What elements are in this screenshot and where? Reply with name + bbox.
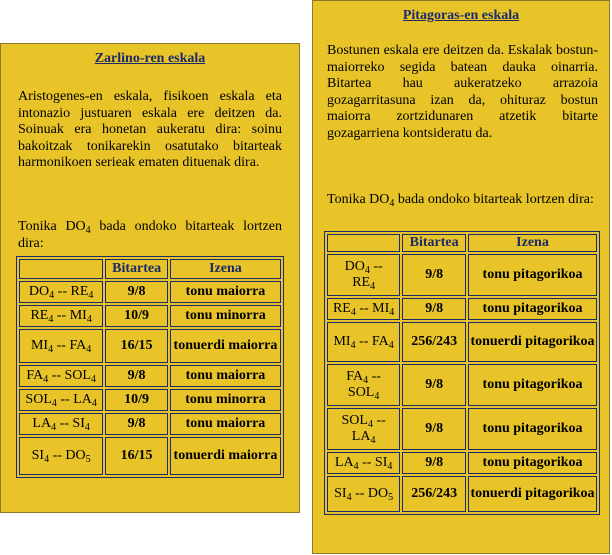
- ratio-cell: 9/8: [105, 281, 168, 303]
- name-cell: tonu maiorra: [170, 365, 281, 387]
- zarlino-tonic-text: Tonika $DO_4$ bada ondoko bitarteak lortzen dira:: [18, 219, 282, 251]
- interval-cell: $SOL_4$ -- $LA_4$: [327, 408, 400, 450]
- interval-cell: $LA_4 -- SI_4$: [327, 452, 400, 474]
- ratio-cell: 16/15: [105, 329, 168, 363]
- table-row: [19, 413, 281, 435]
- pitagoras-intro: Bostunen eskala ere deitzen da. Eskalak bostun-maiorreko segida batean dauka oinarria. Bitartea hau aukeratzeko arrazoia gozagarritasuna izan da, ohituraz bostun maiorra zortzidunaren atzetik bitarte gozagarriena kontsideratu da.: [327, 43, 598, 141]
- pitagoras-panel: [312, 0, 610, 554]
- table-row: [19, 305, 281, 327]
- name-cell: tonu pitagorikoa: [468, 408, 597, 450]
- name-cell: tonu maiorra: [170, 413, 281, 435]
- name-cell: tonu minorra: [170, 389, 281, 411]
- ratio-cell: 9/8: [402, 298, 466, 320]
- ratio-cell: 10/9: [105, 305, 168, 327]
- table-row: [327, 298, 597, 320]
- interval-cell: $RE_4 -- MI_4$: [19, 305, 103, 327]
- ratio-cell: 16/15: [105, 437, 168, 475]
- name-cell: tonuerdi maiorra: [170, 437, 281, 475]
- ratio-cell: 9/8: [402, 364, 466, 406]
- interval-cell: $MI_4 -- FA_4$: [327, 322, 400, 362]
- zarlino-title: Zarlino-ren eskala: [94, 51, 206, 66]
- zarlino-header-name: Izena: [170, 259, 281, 279]
- name-cell: tonuerdi pitagorikoa: [468, 476, 597, 512]
- zarlino-panel: [0, 43, 300, 513]
- ratio-cell: 9/8: [105, 413, 168, 435]
- ratio-cell: 9/8: [402, 452, 466, 474]
- table-row: [327, 452, 597, 474]
- pitagoras-title: Pitagoras-en eskala: [402, 8, 520, 23]
- zarlino-intro: Aristogenes-en eskala, fisikoen eskala eta intonazio justuaren eskala ere deitzen da. Soinuak era honetan aukeratu dira: soinu bakoitzak tonikarekin osatutako bitarteak harmonikoen serieak ematen dituenak dira.: [18, 89, 282, 170]
- interval-cell: $SI_4 -- DO_5$: [19, 437, 103, 475]
- table-row: [327, 254, 597, 296]
- table-row: [327, 476, 597, 512]
- pitagoras-tonic-text: Tonika $DO_4$ bada ondoko bitarteak lortzen dira:: [327, 192, 594, 209]
- name-cell: tonuerdi pitagorikoa: [468, 322, 597, 362]
- zarlino-header-interval: [19, 259, 103, 279]
- pitagoras-header-ratio: Bitartea: [402, 234, 466, 252]
- table-row: [19, 329, 281, 363]
- interval-cell: $FA_4$ -- $SOL_4$: [327, 364, 400, 406]
- zarlino-header-ratio: Bitartea: [105, 259, 168, 279]
- name-cell: tonu pitagorikoa: [468, 298, 597, 320]
- name-cell: tonuerdi maiorra: [170, 329, 281, 363]
- interval-cell: $FA_4 -- SOL_4$: [19, 365, 103, 387]
- name-cell: tonu pitagorikoa: [468, 452, 597, 474]
- name-cell: tonu pitagorikoa: [468, 254, 597, 296]
- ratio-cell: 10/9: [105, 389, 168, 411]
- pitagoras-header-name: Izena: [468, 234, 597, 252]
- ratio-cell: 9/8: [402, 254, 466, 296]
- ratio-cell: 256/243: [402, 476, 466, 512]
- zarlino-table: [16, 256, 284, 478]
- pitagoras-header-interval: [327, 234, 400, 252]
- table-row: [19, 437, 281, 475]
- interval-cell: $RE_4 -- MI_4$: [327, 298, 400, 320]
- table-row: [327, 322, 597, 362]
- pitagoras-table: [324, 231, 600, 515]
- table-row: [327, 364, 597, 406]
- interval-cell: $MI_4 -- FA_4$: [19, 329, 103, 363]
- ratio-cell: 256/243: [402, 322, 466, 362]
- table-row: [327, 408, 597, 450]
- interval-cell: $SOL_4 -- LA_4$: [19, 389, 103, 411]
- table-row: [19, 365, 281, 387]
- ratio-cell: 9/8: [105, 365, 168, 387]
- ratio-cell: 9/8: [402, 408, 466, 450]
- interval-cell: $DO_4 -- RE_4$: [19, 281, 103, 303]
- interval-cell: $LA_4 -- SI_4$: [19, 413, 103, 435]
- name-cell: tonu minorra: [170, 305, 281, 327]
- table-row: [19, 281, 281, 303]
- table-row: [19, 389, 281, 411]
- interval-cell: $SI_4 -- DO_5$: [327, 476, 400, 512]
- name-cell: tonu maiorra: [170, 281, 281, 303]
- interval-cell: $DO_4$ -- $RE_4$: [327, 254, 400, 296]
- name-cell: tonu pitagorikoa: [468, 364, 597, 406]
